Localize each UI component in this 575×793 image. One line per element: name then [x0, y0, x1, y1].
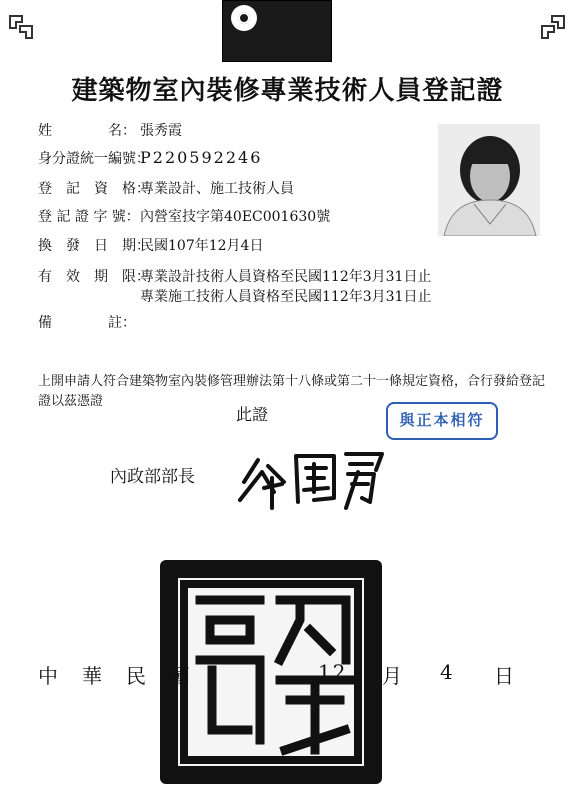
corner-ornament-icon — [540, 14, 566, 40]
field-label: 身分證統一編號： — [38, 151, 150, 167]
field-label: 換 發 日 期： — [38, 238, 150, 254]
field-id — [38, 148, 262, 168]
field-value: 張秀霞 — [140, 123, 182, 139]
field-label: 有 效 期 限： — [38, 269, 150, 285]
portrait-photo — [438, 124, 540, 236]
minister-signature — [234, 442, 394, 512]
field-value: 專業設計、施工技術人員 — [140, 181, 294, 197]
field-label: 備 註： — [38, 315, 136, 331]
field-label: 登 記 資 格： — [38, 181, 150, 197]
date-day-unit: 日 — [494, 664, 516, 688]
field-value: 內營室技字第40EC001630號 — [140, 209, 331, 225]
field-name — [38, 120, 182, 140]
date-day: 4 — [440, 660, 455, 684]
issue-date-row — [38, 660, 538, 690]
true-copy-stamp: 與正本相符 — [386, 402, 498, 440]
date-month: 12 — [318, 660, 348, 684]
date-month-unit: 月 — [382, 664, 404, 688]
field-validity — [38, 266, 431, 286]
minister-title: 內政部部長 — [110, 467, 195, 487]
flag-emblem — [222, 0, 332, 62]
field-issue-date — [38, 235, 263, 255]
field-label: 登 記 證 字 號： — [38, 209, 140, 225]
corner-ornament-icon — [8, 14, 34, 40]
date-era: 中 華 民 國 — [38, 664, 192, 688]
document-title: 建築物室內裝修專業技術人員登記證 — [71, 76, 504, 106]
field-remarks — [38, 312, 140, 332]
field-registration-no — [38, 206, 330, 226]
field-value: P220592246 — [140, 148, 263, 167]
certify-text: 此證 — [236, 405, 269, 424]
statement-text: 上開申請人符合建築物室內裝修管理辦法第十八條或第二十一條規定資格，合行發給登記證以茲憑證 — [38, 374, 546, 409]
field-qualification — [38, 178, 294, 198]
field-value: 專業施工技術人員資格至民國112年3月31日止 — [140, 289, 432, 305]
field-validity-2 — [38, 286, 431, 306]
field-value: 專業設計技術人員資格至民國112年3月31日止 — [140, 269, 432, 285]
sun-emblem-icon — [231, 5, 257, 31]
field-label: 姓 名： — [38, 123, 136, 139]
field-value: 民國107年12月4日 — [140, 238, 264, 254]
